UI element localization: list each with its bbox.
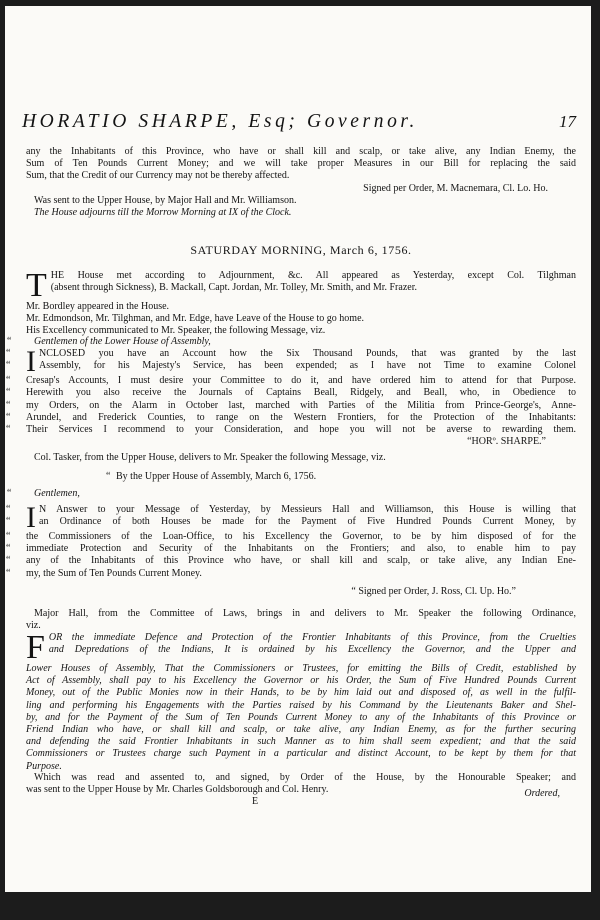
signed-lower-house: Signed per Order, M. Macnemara, Cl. Lo. Ho. [363, 182, 548, 194]
scan-border-left [0, 0, 5, 920]
text-line: “ immediate Protection and Security of the Inhabitants on the Frontiers; and also, to enable him to pay [6, 543, 576, 555]
text-line: Friend Indian who have, or shall kill and scalp, or take alive, any Indian Enemy, as for the further securing [26, 724, 576, 736]
governor-signature: “HORº. SHARPE.” [467, 436, 546, 448]
text-line: Major Hall, from the Committee of Laws, brings in and delivers to Mr. Speaker the following Ordinance, [34, 608, 576, 619]
running-header [22, 111, 582, 138]
text-line: HE House met according to Adjournment, &c. All appeared as Yesterday, except Col. Tilghman [50, 270, 576, 281]
catchword: Ordered, [524, 788, 560, 799]
text-line: Purpose. [26, 760, 62, 772]
saturday-paragraph [26, 267, 576, 338]
sent-upper-house: Was sent to the Upper House, by Major Hall and Mr. Williamson. [34, 194, 297, 206]
drop-cap: I [26, 501, 36, 534]
text-line: was sent to the Upper House by Mr. Charles Goldsborough and Col. Henry. [26, 784, 329, 796]
ordinance-text [26, 629, 576, 773]
text-line: (absent through Sickness), B. Mackall, Capt. Jordan, Mr. Tolley, Mr. Smith, and Mr. Frazer. [50, 282, 417, 294]
text-line: “ Arundel, and Frederick Counties, to range on the Western Frontiers, for the Protection of the Inhabitants: [6, 411, 576, 423]
scan-border-top [0, 0, 600, 6]
closing-paragraph [26, 772, 576, 796]
text-line: Col. Tasker, from the Upper House, delivers to Mr. Speaker the following Message, viz. [34, 452, 386, 463]
scan-border-bottom [0, 892, 600, 920]
text-line: viz. [26, 620, 41, 632]
page-number: 17 [559, 112, 576, 131]
text-line: Mr. Bordley appeared in the House. [26, 301, 170, 312]
text-line: any the Inhabitants of this Province, who have or shall kill and scalp, or take alive, any Indian Enemy, the [26, 146, 576, 157]
text-line: “ Cresap's Accounts, I must desire your Committee to do it, and have ordered him to attend for that Purpose. [6, 375, 576, 387]
text-line: “ Their Services I recommend to your Consideration, and hope you will not be averse to rewarding them. [6, 424, 576, 436]
adjournment-note: The House adjourns till the Morrow Morning at IX of the Clock. [34, 207, 292, 219]
text-line: N Answer to your Message of Yesterday, by Messieurs Hall and Williamson, this House is willing that [39, 504, 576, 515]
text-line: Commissioners or Trustees charge such Payment in a particular and distinct Account, to be kept by them for that [26, 748, 576, 760]
text-line: “ an Ordinance of both Houses be made for the Payment of Five Hundred Pounds Current Money, by [6, 516, 576, 528]
drop-cap: T [26, 267, 47, 304]
section-heading: SATURDAY MORNING, March 6, 1756. [190, 243, 412, 257]
text-line: Act of Assembly, shall pay to his Excellency the Governor or his Order, the Sum of Five Hundred Pounds Current [26, 675, 576, 687]
drop-cap: F [26, 629, 45, 666]
text-line: ling and performing his Engagements with the Parties raised by his Command by the Lieutenants Baker and Shel- [26, 699, 576, 711]
text-line: and Depredations of the Indians, It is ordained by his Excellency the Governor, and the Upper and [48, 644, 576, 656]
text-line: OR the immediate Defence and Protection of the Frontier Inhabitants of this Province, from the Cruelties [48, 632, 576, 643]
text-line: by, and for the Payment of the Sum of Ten Pounds Current Money to any of the Inhabitants of this Province or [26, 711, 576, 723]
message-salutation: “ Gentlemen of the Lower House of Assembly, [6, 336, 211, 347]
upper-house-message: “ I N Answer to your Message of Yesterday, by Messieurs Hall and Williamson, this House is willing that “ an Ordinance of both Houses be made for the Payment of Five Hundred Pounds Current Money, by “ the Commissioners of the Loan-Office, to his Excellency the Governor, to be by him disposed of for the “ immediate Protection and Security of the Inhabitants on the Frontiers; and also, to enable him to pay “ any of the Inhabitants of this Province who have, or shall kill and scalp, or take alive, any Indian Ene- “ my, the Sum of Ten Pounds Current Money. “ Signed per Order, J. Ross, Cl. Up. Ho.” [6, 501, 576, 597]
message-salutation: Gentlemen, [34, 488, 80, 499]
text-line: “ Herewith you also receive the Journals of Captains Beall, Ridgely, and Beall, who, in Obedience to [6, 387, 576, 399]
text-line: His Excellency communicated to Mr. Speaker, the following Message, viz. [26, 325, 326, 337]
text-line: “ Assembly, for his Majesty's Service, has been expended; as I have not Time to examine Colonel [6, 360, 576, 372]
upper-house-heading: “ By the Upper House of Assembly, March 6, 1756. [106, 471, 317, 482]
hall-paragraph [26, 608, 576, 632]
top-paragraph [26, 146, 576, 219]
upper-house-signed: “ Signed per Order, J. Ross, Cl. Up. Ho.” [351, 585, 516, 597]
text-line: and defending the said Frontier Inhabitants in such Manner as to him shall seem expedient; and that the said [26, 736, 576, 748]
scan-border-right [591, 0, 600, 920]
text-line: Money, out of the Public Monies now in their Hands, to be by him laid out and disposed of, as well in the fulfil- [26, 687, 576, 699]
text-line: Mr. Edmondson, Mr. Tilghman, and Mr. Edge, have Leave of the House to go home. [26, 313, 365, 325]
text-line: NCLOSED you have an Account how the Six Thousand Pounds, that was granted by the last [39, 348, 576, 360]
signature-mark: E [252, 796, 259, 807]
text-line: Lower Houses of Assembly, That the Commissioners or Trustees, for emitting the Bills of Credit, established by [26, 663, 576, 674]
drop-cap: I [26, 345, 36, 379]
governor-message: “ Gentlemen of the Lower House of Assembly, “ I NCLOSED you have an Account how the Six Thousand Pounds, that was granted by the last “ Assembly, for his Majesty's Service, has been expended; as I have not Time to examine Colonel “ Cresap's Accounts, I must desire your Committee to do it, and have ordered him to attend for that Purpose. “ Herewith you also receive the Journals of Captains Beall, Ridgely, and Beall, who, in Obedience to “ my Orders, on the Alarm in October last, marched with Parties of the Militia from Prince-George's, Anne- “ Arundel, and Frederick Counties, to range on the Western Frontiers, for the Protection of the Inhabitants: “ Their Services I recommend to your Consideration, and hope you will not be averse to rewarding them. “HORº. SHARPE.” [6, 336, 576, 448]
message-heading: By the Upper House of Assembly, March 6, 1756. [116, 471, 317, 482]
text-line: “ the Commissioners of the Loan-Office, to his Excellency the Governor, to be by him disposed of for the [6, 531, 576, 542]
text-line: Sum, that the Credit of our Currency may not be thereby affected. [26, 170, 290, 182]
text-line: “ any of the Inhabitants of this Province who have, or shall kill and scalp, or take alive, any Indian Ene- [6, 555, 576, 567]
text-line: Which was read and assented to, and signed, by Order of the House, by the Honourable Speaker; and [34, 772, 576, 783]
tasker-paragraph [26, 452, 576, 464]
text-line: Sum of Ten Pounds Current Money; and we will take proper Measures in our Bill for replacing the said [26, 158, 576, 170]
text-line: “ my, the Sum of Ten Pounds Current Money. [6, 567, 202, 579]
text-line: “ my Orders, on the Alarm in October last, marched with Parties of the Militia from Prince-George's, Anne- [6, 399, 576, 411]
header-title: HORATIO SHARPE, Esq; Governor. [22, 111, 418, 132]
upper-salutation: “ Gentlemen, [6, 488, 80, 499]
